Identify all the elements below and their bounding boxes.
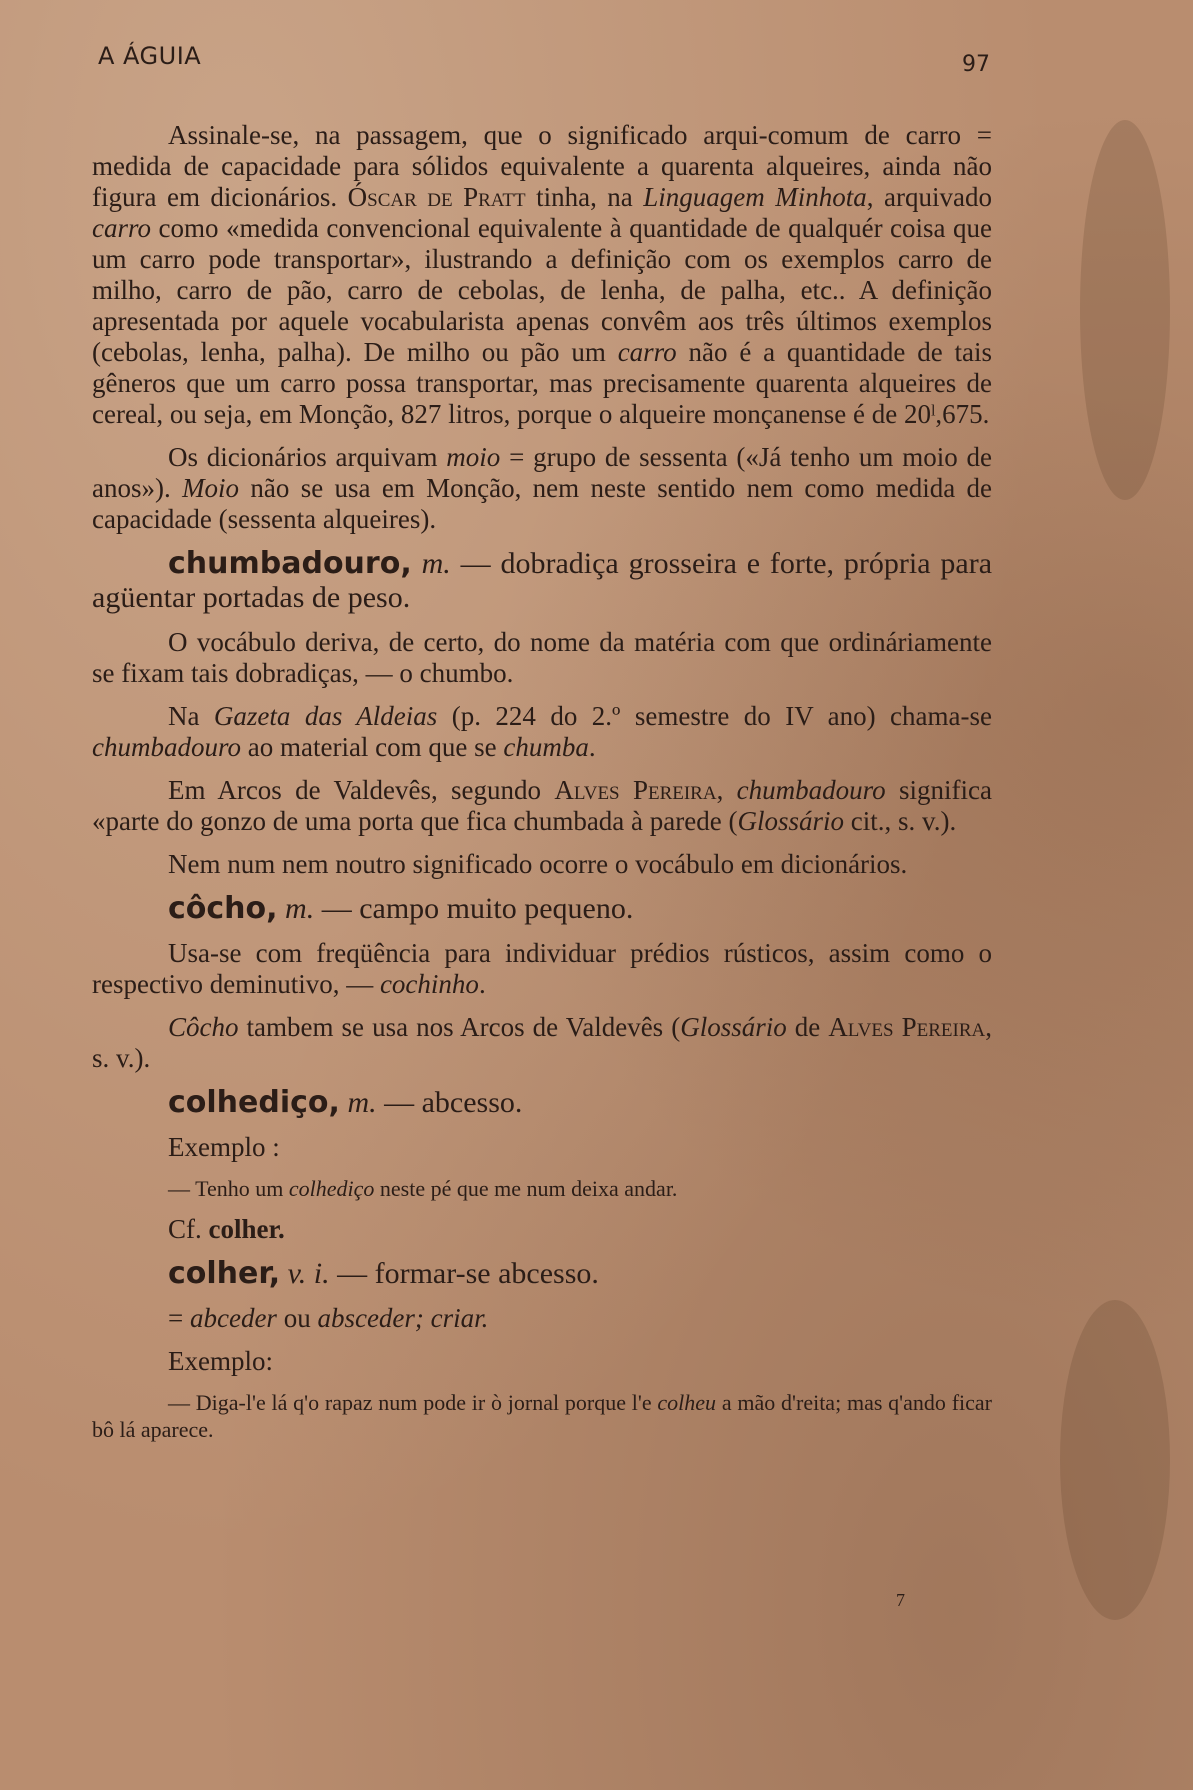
synonyms: = abceder ou absceder; criar. bbox=[168, 1303, 489, 1333]
paragraph: Em Arcos de Valdevês, segundo Alves Pereira, chumbadouro significa «parte do gonzo de uma porta que fica chumbada à parede (Glossário cit., s. v.). bbox=[92, 775, 992, 836]
example-text: — Diga-l'e lá q'o rapaz num pode ir ò jornal porque l'e colheu a mão d'reita; mas q'ando ficar bô lá aparece. bbox=[92, 1390, 992, 1442]
paragraph: O vocábulo deriva, de certo, do nome da matéria com que ordináriamente se fixam tais dobradiças, — o chumbo. bbox=[92, 627, 992, 688]
headword: chumbadouro, bbox=[168, 546, 412, 581]
example-text: — Tenho um colhediço neste pé que me num deixa andar. bbox=[168, 1176, 678, 1201]
headword: colhediço, bbox=[168, 1085, 340, 1120]
paper-stain bbox=[1080, 120, 1170, 500]
paragraph: Assinale-se, na passagem, que o significado arqui-comum de carro = medida de capacidade para sólidos equivalente a quarenta alqueires, ainda não figura em dicionários. Óscar de Pratt tinha, na Linguagem Minhota, arquivado carro como «medida convencional equivalente à quantidade de qualquér coisa que um carro pode transportar», ilustrando a definição com os exemplos carro de milho, carro de pão, carro de cebolas, de lenha, de palha, etc.. A definição apresentada por aquele vocabularista apenas convêm aos três últimos exemplos (cebolas, lenha, palha). De milho ou pão um carro não é a quantidade de tais gêneros que um carro possa transportar, mas precisamente quarenta alqueires de cereal, ou seja, em Monção, 827 litros, porque o alqueire monçanense é de 20ˡ,675. bbox=[92, 120, 993, 429]
headword: colher, bbox=[168, 1256, 281, 1291]
paragraph: Usa-se com freqüência para individuar prédios rústicos, assim como o respectivo deminutivo, — cochinho. bbox=[92, 938, 992, 999]
dictionary-entry: côcho, m. — campo muito pequeno. bbox=[168, 891, 634, 926]
dictionary-entry: chumbadouro, m. — dobradiça grosseira e forte, própria para agüentar portadas de peso. bbox=[92, 546, 993, 614]
dictionary-entry: colher, v. i. — formar-se abcesso. bbox=[168, 1256, 599, 1291]
cross-reference: Cf. colher. bbox=[168, 1214, 285, 1244]
example-label: Exemplo : bbox=[168, 1132, 280, 1162]
headword: côcho, bbox=[168, 891, 278, 926]
example-label: Exemplo: bbox=[168, 1346, 273, 1376]
paper-stain bbox=[1060, 1300, 1170, 1620]
paragraph: Na Gazeta das Aldeias (p. 224 do 2.º semestre do IV ano) chama-se chumbadouro ao material com que se chumba. bbox=[92, 701, 992, 762]
paragraph: Os dicionários arquivam moio = grupo de sessenta («Já tenho um moio de anos»). Moio não se usa em Monção, nem neste sentido nem como medida de capacidade (sessenta alqueires). bbox=[92, 442, 993, 534]
paragraph: Côcho tambem se usa nos Arcos de Valdevês (Glossário de Alves Pereira, s. v.). bbox=[92, 1012, 992, 1073]
dictionary-entry: colhediço, m. — abcesso. bbox=[168, 1085, 523, 1120]
paragraph: Nem num nem noutro significado ocorre o vocábulo em dicionários. bbox=[168, 849, 908, 879]
page-number: 97 bbox=[962, 52, 990, 77]
running-head: A ÁGUIA bbox=[98, 42, 202, 70]
page-body bbox=[92, 120, 992, 1455]
signature-mark: 7 bbox=[896, 1590, 905, 1610]
